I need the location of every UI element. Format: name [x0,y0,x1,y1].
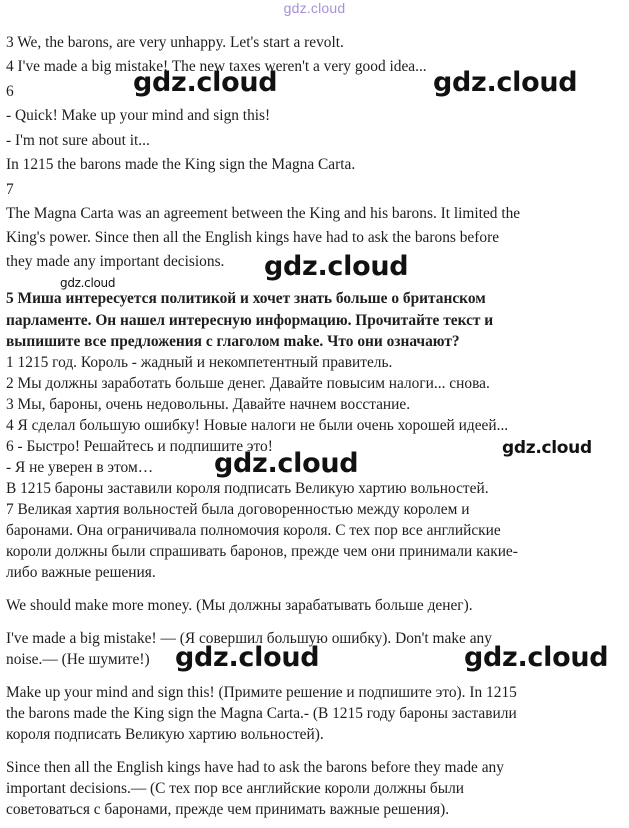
answer-line: короля подписать Великую хартию вольностей). [6,726,324,743]
text-line: 1 1215 год. Король - жадный и некомпетентный правитель. [6,354,393,371]
answer-line: советоваться с баронами, прежде чем принимать важные решения). [6,801,450,818]
answer-line: noise.— (Не шумите!) [6,651,150,668]
text-line: - I'm not sure about it... [6,132,150,149]
text-line: The Magna Carta was an agreement between the King and his barons. It limited the [6,205,521,222]
watermark: gdz.cloud [60,276,116,290]
text-line: баронами. Она ограничивала полномочия короля. С тех пор все английские [6,522,501,539]
text-line: 6 [6,83,14,100]
text-line: they made any important decisions. [6,253,225,270]
text-line: King's power. Since then all the English kings have had to ask the barons before [6,229,500,246]
text-line: - Я не уверен в этом… [6,459,154,476]
text-line: 4 I've made a big mistake! The new taxes weren't a very good idea... [6,58,427,75]
answer-line: Since then all the English kings have had to ask the barons before they made any [6,759,504,776]
watermark: gdz.cloud [464,642,609,673]
answer-line: important decisions.— (С тех пор все английские короли должны были [6,780,465,797]
text-line: 6 - Быстро! Решайтесь и подпишите это! [6,438,273,455]
text-line: короли должны были спрашивать баронов, прежде чем они принимали какие- [6,543,518,560]
answer-line: I've made a big mistake! — (Я совершил большую ошибку). Don't make any [6,630,492,647]
watermark: gdz.cloud [264,251,409,282]
text-line: 3 Мы, бароны, очень недовольны. Давайте начнем восстание. [6,396,411,413]
text-line: 4 Я сделал большую ошибку! Новые налоги не были очень хорошей идеей... [6,417,509,434]
answer-line: Make up your mind and sign this! (Примите решение и подпишите это). In 1215 [6,684,517,701]
watermark: gdz.cloud [175,642,320,673]
text-line: - Quick! Make up your mind and sign this! [6,107,271,124]
text-line: либо важные решения. [6,564,156,581]
text-line: In 1215 the barons made the King sign the Magna Carta. [6,156,356,173]
site-mark: gdz.cloud [283,0,346,16]
text-line: В 1215 бароны заставили короля подписать Великую хартию вольностей. [6,480,489,497]
answer-line: We should make more money. (Мы должны зарабатывать больше денег). [6,597,473,614]
watermark: gdz.cloud [502,438,592,458]
text-line: 7 Великая хартия вольностей была договоренностью между королем и [6,501,470,518]
text-line: 3 We, the barons, are very unhappy. Let's start a revolt. [6,34,344,51]
answer-line: the barons made the King sign the Magna Carta.- (В 1215 году бароны заставили [6,705,517,722]
text-line: 2 Мы должны заработать больше денег. Давайте повысим налоги... снова. [6,375,490,392]
exercise-heading: парламенте. Он нашел интересную информацию. Прочитайте текст и [6,312,494,329]
text-line: 7 [6,181,14,198]
watermark: gdz.cloud [433,67,578,98]
exercise-heading: выпишите все предложения с глаголом make. Что они означают? [6,333,460,350]
exercise-heading: 5 Миша интересуется политикой и хочет знать больше о британском [6,290,486,307]
watermark: gdz.cloud [214,448,359,479]
watermark: gdz.cloud [133,67,278,98]
